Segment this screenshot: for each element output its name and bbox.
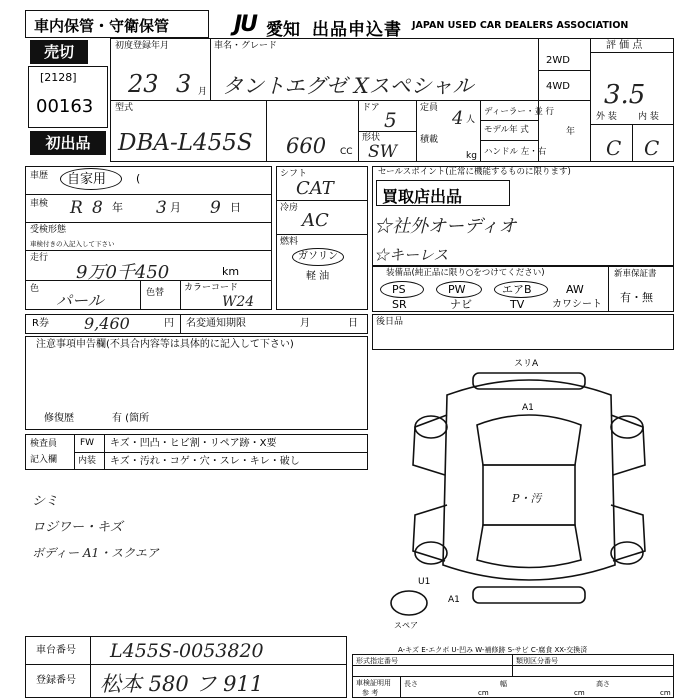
repair-value: 有 (箇所 [112,413,150,424]
load-label: 積載 [420,135,439,145]
footer-type-label: 形式指定番号 [356,657,398,665]
inspector-fw: FW [80,438,95,448]
color-label: 色 [30,284,40,294]
plate-label: 登録番号 [36,675,76,686]
handle-label: ハンドル 左・右 [484,147,547,157]
notes-label: 注意事項申告欄(不具合内容等は具体的に記入して下さい) [36,339,294,350]
model-value: DBA-L455S [118,130,253,156]
shift-value: CAT [296,178,334,199]
chassis-value: L455S-0053820 [110,640,264,662]
model-label: 型式 [115,103,134,113]
equip-pw: PW [448,283,466,296]
fuel-gasoline: ガソリン [298,251,338,262]
dealer-label: ディーラー・並 行 [484,107,555,117]
equip-ps: PS [392,283,406,296]
door-label: ドア [362,103,380,113]
ac-value: AC [302,210,329,231]
capacity-label: 定員 [420,103,439,113]
form-title: 出品申込書 [312,20,402,40]
hand-note-1: シミ [32,494,59,509]
reg-month-unit: 月 [198,87,208,97]
footer-width-label: 幅 [500,680,507,688]
cc-value: 660 [286,134,327,158]
color-value: パール [56,291,104,310]
interior-value: C [644,136,660,160]
history-paren: ( [136,172,141,185]
inspection-label: 車検 [30,199,49,209]
reg-year: 23 [128,70,159,98]
footer-width-unit: cm [574,689,585,697]
damage-legend: A-キズ E-エクボ U-凹み W-補修跡 S-サビ C-腐食 XX-交換済 [398,646,588,654]
association-name: JAPAN USED CAR DEALERS ASSOCIATION [412,20,629,31]
name-change-day: 日 [348,318,358,329]
receive-label: 受検形態 [30,225,67,235]
reg-month: 3 [176,70,192,98]
equip-sr: SR [392,298,407,311]
footer-ref-label: 参 考 [362,689,379,697]
brand-logo: JU [234,12,257,37]
diagram-spare: スペア [394,621,418,630]
history-value: 自家用 [67,172,107,187]
color-code-label: カラーコード [184,283,239,293]
hand-note-2: ロジワー・キズ [32,520,123,535]
sales-line-1: ☆社外オーディオ [374,216,517,237]
inspector-label-2: 記入欄 [30,455,58,465]
mileage-value: 9万0千450 [76,262,170,283]
footer-height-unit: cm [660,689,671,697]
interior-label: 内 装 [638,112,659,122]
drive-2wd: 2WD [546,55,570,66]
sales-point-label: セールスポイント(正常に機能するものに限ります) [378,167,571,177]
equip-airbag: エアB [502,283,532,296]
sold-badge: 売切 [30,40,88,64]
load-unit: kg [466,151,477,161]
capacity-unit: 人 [466,115,476,125]
notes-box [25,336,368,430]
warranty-value: 有・無 [620,291,653,304]
equip-aw: AW [566,283,584,296]
model-year-label: モデル年 式 [484,125,529,135]
name-change-month: 月 [300,318,310,329]
ac-label: 冷房 [280,203,299,213]
inspector-fw-items: キズ・凹凸・ヒビ割・リペア跡・X要 [110,438,277,449]
r-ticket-value: 9,460 [84,314,130,333]
footer-height-label: 高さ [596,680,610,688]
inspection-month-unit: 月 [170,201,181,214]
history-label: 車歴 [30,171,49,181]
rating-value: 3.5 [604,80,646,110]
reg-date-label: 初度登録年月 [115,41,170,51]
inspector-label-1: 検査員 [30,439,58,449]
remarks-label: 後日品 [376,317,404,327]
plate-value: 松本 580 フ 911 [100,672,264,696]
door-value: 5 [384,108,397,132]
year-unit: 年 [566,127,576,137]
drive-4wd: 4WD [546,81,570,92]
fuel-label: 燃料 [280,237,299,247]
equip-navi: ナビ [450,298,472,311]
equip-tv: TV [510,298,525,311]
inspection-day: 9 [210,198,221,218]
diagram-center: P・汚 [512,492,542,505]
footer-length-unit: cm [478,689,489,697]
exterior-label: 外 装 [596,112,617,122]
brand-sub: 愛知 [266,20,300,40]
storage-label: 車内保管・守衛保管 [34,17,170,35]
sales-line-2: ☆キーレス [374,246,449,264]
diagram-a1-front: A1 [522,403,534,413]
name-change-label: 名変通知期限 [186,318,246,329]
footer-class-label: 類別区分番号 [516,657,558,665]
fuel-diesel: 軽 油 [306,271,330,282]
r-ticket-yen: 円 [164,318,174,329]
inspection-year: 8 [92,198,103,218]
receive-note: 車検付きの入記入して下さい [30,240,115,248]
equip-leather: カワシート [552,299,602,310]
footer-length-label: 長さ [404,680,418,688]
shift-label: シフト [280,169,308,179]
rating-label: 評 価 点 [606,40,643,51]
code-badge: [2128] [40,71,77,84]
inspection-month: 3 [156,198,167,218]
inspector-int: 内装 [78,456,97,466]
r-ticket-label: R券 [32,318,49,329]
buy-shop-label: 買取店出品 [382,187,463,206]
inspection-year-unit: 年 [112,201,123,214]
capacity-value: 4 [452,108,464,129]
remarks-box [372,314,674,350]
mileage-label: 走行 [30,253,49,263]
lot-number: 00163 [36,96,94,117]
diagram-u1: U1 [418,577,431,587]
diagram-top-label: スリA [514,359,539,369]
footer-cert-label: 車検証明用 [356,679,391,687]
inspector-int-items: キズ・汚れ・コゲ・穴・スレ・キレ・破し [110,456,300,467]
warranty-label: 新車保証書 [614,269,657,279]
inspection-day-unit: 日 [230,201,241,214]
diagram-a1-rear: A1 [448,595,460,605]
exterior-value: C [606,136,622,160]
car-name-value: タントエグゼ Xスペシャル [222,74,474,98]
cc-unit: CC [340,147,353,157]
shape-label: 形状 [362,133,381,143]
equipment-label: 装備品(純正品に限り○をつけてください) [386,268,545,278]
color-code-value: W24 [222,294,255,310]
color-change-label: 色替 [146,288,165,298]
mileage-unit: km [222,265,240,278]
hand-note-3: ボディー A1・スクエア [32,546,159,560]
first-badge: 初出品 [30,131,106,155]
inspection-era: R [70,198,83,218]
chassis-label: 車台番号 [36,645,76,656]
shape-value: SW [368,142,398,162]
repair-label: 修復歴 [44,413,74,424]
car-name-label: 車名・グレード [214,41,278,51]
